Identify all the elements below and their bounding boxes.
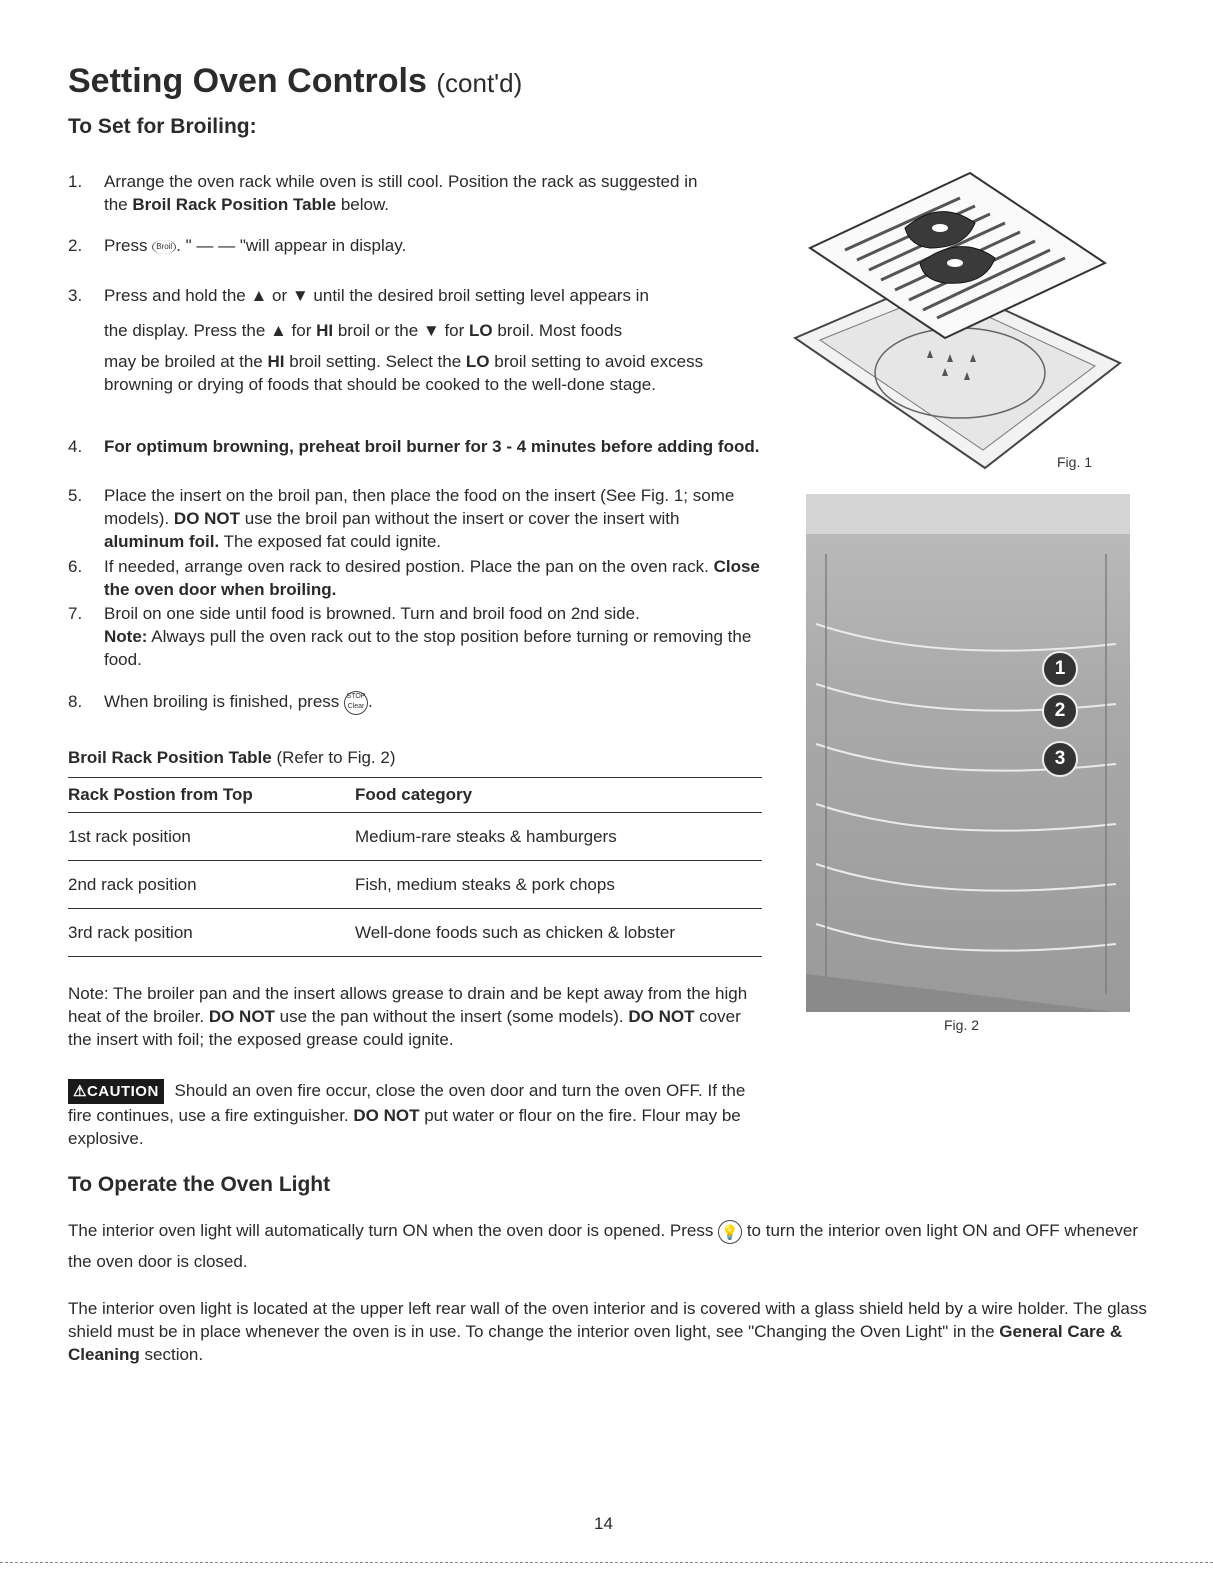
table-row <box>68 909 762 957</box>
caution-text: Should an oven fire occur, close the oven door and turn the oven OFF. If the fire continues, use a fire extinguisher. <box>68 1081 746 1125</box>
step-emphasis: For optimum browning, preheat broil burner for 3 - 4 minutes before adding food. <box>104 437 760 456</box>
step-text: may be broiled at the <box>104 352 268 371</box>
note-text: Note: The broiler pan and the insert allows grease to drain and be kept away from the high heat of the broiler. <box>68 984 748 1026</box>
step-text: Broil on one side until food is browned. Turn and broil food on 2nd side. <box>104 604 640 623</box>
step-emphasis: aluminum foil. <box>104 532 220 551</box>
caution-block <box>68 1079 768 1150</box>
step-number: 1. <box>68 172 83 191</box>
page-title <box>68 62 522 101</box>
step-emphasis: Broil Rack Position Table <box>132 195 337 214</box>
page-bottom-divider <box>0 1562 1213 1563</box>
step-emphasis: LO <box>465 352 490 371</box>
step-number: 3. <box>68 286 83 305</box>
table-cell: 1st rack position <box>68 813 355 861</box>
step-text: broil. Most foods <box>492 321 623 340</box>
step-text: . " — — "will appear in display. <box>176 236 407 255</box>
broil-pan-illustration <box>785 168 1130 478</box>
note-emphasis: DO NOT <box>628 1007 695 1026</box>
step-emphasis: Close the oven door when broiling. <box>104 557 760 599</box>
step-text: for <box>439 321 470 340</box>
light-bulb-key-icon: 💡 <box>718 1220 742 1244</box>
note-text: cover the insert with foil; the exposed grease could ignite. <box>68 1007 741 1049</box>
oven-light-paragraph-2 <box>68 1297 1148 1366</box>
step-text: Press <box>104 236 153 255</box>
step-text: When broiling is finished, press <box>104 692 345 711</box>
table-header-row <box>68 778 762 813</box>
up-arrow-icon: ▲ <box>270 321 287 340</box>
step-number: 2. <box>68 236 83 255</box>
step-number: 7. <box>68 604 83 623</box>
step-emphasis: HI <box>267 352 285 371</box>
caution-text: put water or flour on the fire. Flour may be explosive. <box>68 1106 741 1148</box>
table-caption-ref: (Refer to Fig. 2) <box>271 748 396 767</box>
oven-light-heading: To Operate the Oven Light <box>68 1173 331 1196</box>
rack-position-2-marker: 2 <box>1042 693 1078 729</box>
rack-position-3-marker: 3 <box>1042 741 1078 777</box>
page-number: 14 <box>594 1514 613 1533</box>
column-header: Food category <box>355 778 762 813</box>
table-caption <box>68 746 396 769</box>
step-text: below. <box>336 195 390 214</box>
down-arrow-icon: ▼ <box>422 321 440 340</box>
up-arrow-icon: ▲ <box>250 286 268 305</box>
broil-key-icon: Broil <box>152 240 176 254</box>
note-text: use the pan without the insert (some models). <box>274 1007 629 1026</box>
step-number: 4. <box>68 437 83 456</box>
step-emphasis: Note: <box>104 627 148 646</box>
page-title-main: Setting Oven Controls <box>68 62 427 100</box>
step-text: broil or the <box>333 321 423 340</box>
stop-clear-key-icon: STOP Clear <box>344 691 368 715</box>
caution-badge: ⚠CAUTION <box>68 1079 164 1104</box>
step-text: broil setting to avoid excess browning or drying of foods that should be cooked to the well-done stage. <box>104 352 704 394</box>
step-emphasis: LO <box>469 321 493 340</box>
oven-interior-illustration <box>806 494 1130 1012</box>
step-number: 6. <box>68 557 83 576</box>
oven-light-paragraph-1 <box>68 1215 1148 1277</box>
note-emphasis: DO NOT <box>208 1007 275 1026</box>
broil-rack-table <box>68 777 762 957</box>
light-text: The interior oven light will automatically turn ON when the oven door is opened. Press <box>68 1221 719 1240</box>
table-caption-title: Broil Rack Position Table <box>68 748 272 767</box>
table-cell: 3rd rack position <box>68 909 355 957</box>
step-text: If needed, arrange oven rack to desired postion. Place the pan on the oven rack. <box>104 557 714 576</box>
step-text: use the broil pan without the insert or cover the insert with <box>240 509 680 528</box>
step-text: Press and hold the <box>104 286 251 305</box>
step-text: the display. Press the <box>104 321 270 340</box>
table-row <box>68 861 762 909</box>
oven-interior-photo <box>806 494 1130 1012</box>
step-text: or <box>267 286 292 305</box>
step-number: 5. <box>68 486 83 505</box>
table-cell: 2nd rack position <box>68 861 355 909</box>
figure-1-label: Fig. 1 <box>1057 454 1093 470</box>
table-cell: Medium-rare steaks & hamburgers <box>355 813 762 861</box>
step-number: 8. <box>68 692 83 711</box>
caution-emphasis: DO NOT <box>353 1106 420 1125</box>
step-text: The exposed fat could ignite. <box>219 532 442 551</box>
light-text: The interior oven light is located at the upper left rear wall of the oven interior and is covered with a glass shield held by a wire holder. The glass shield must be in place whenever the oven is in use. To change the interior oven light, see "Changing the Oven Light" in the <box>68 1299 1147 1341</box>
step-text: until the desired broil setting level appears in <box>308 286 649 305</box>
step-text: Always pull the oven rack out to the stop position before turning or removing the food. <box>104 627 752 669</box>
table-row <box>68 813 762 861</box>
step-text: broil setting. Select the <box>284 352 466 371</box>
broiler-note <box>68 982 763 1051</box>
step-text: Arrange the oven rack while oven is still cool. Position the rack as suggested in the <box>104 172 698 214</box>
step-emphasis: HI <box>316 321 334 340</box>
page-title-suffix: (cont'd) <box>436 68 523 98</box>
figure-2-label: Fig. 2 <box>944 1017 980 1033</box>
rack-position-1-marker: 1 <box>1042 651 1078 687</box>
light-text: section. <box>139 1345 204 1364</box>
table-cell: Fish, medium steaks & pork chops <box>355 861 762 909</box>
broiling-heading: To Set for Broiling: <box>68 115 257 138</box>
table-cell: Well-done foods such as chicken & lobster <box>355 909 762 957</box>
column-header: Rack Postion from Top <box>68 778 355 813</box>
down-arrow-icon: ▼ <box>291 286 309 305</box>
step-emphasis: DO NOT <box>173 509 241 528</box>
step-text: . <box>368 692 373 711</box>
step-text: for <box>286 321 317 340</box>
light-text: to turn the interior oven light ON and OFF whenever the oven door is closed. <box>68 1221 1139 1271</box>
light-emphasis: General Care & Cleaning <box>68 1322 1123 1364</box>
step-text: Place the insert on the broil pan, then place the food on the insert (See Fig. 1; some models). <box>104 486 735 528</box>
